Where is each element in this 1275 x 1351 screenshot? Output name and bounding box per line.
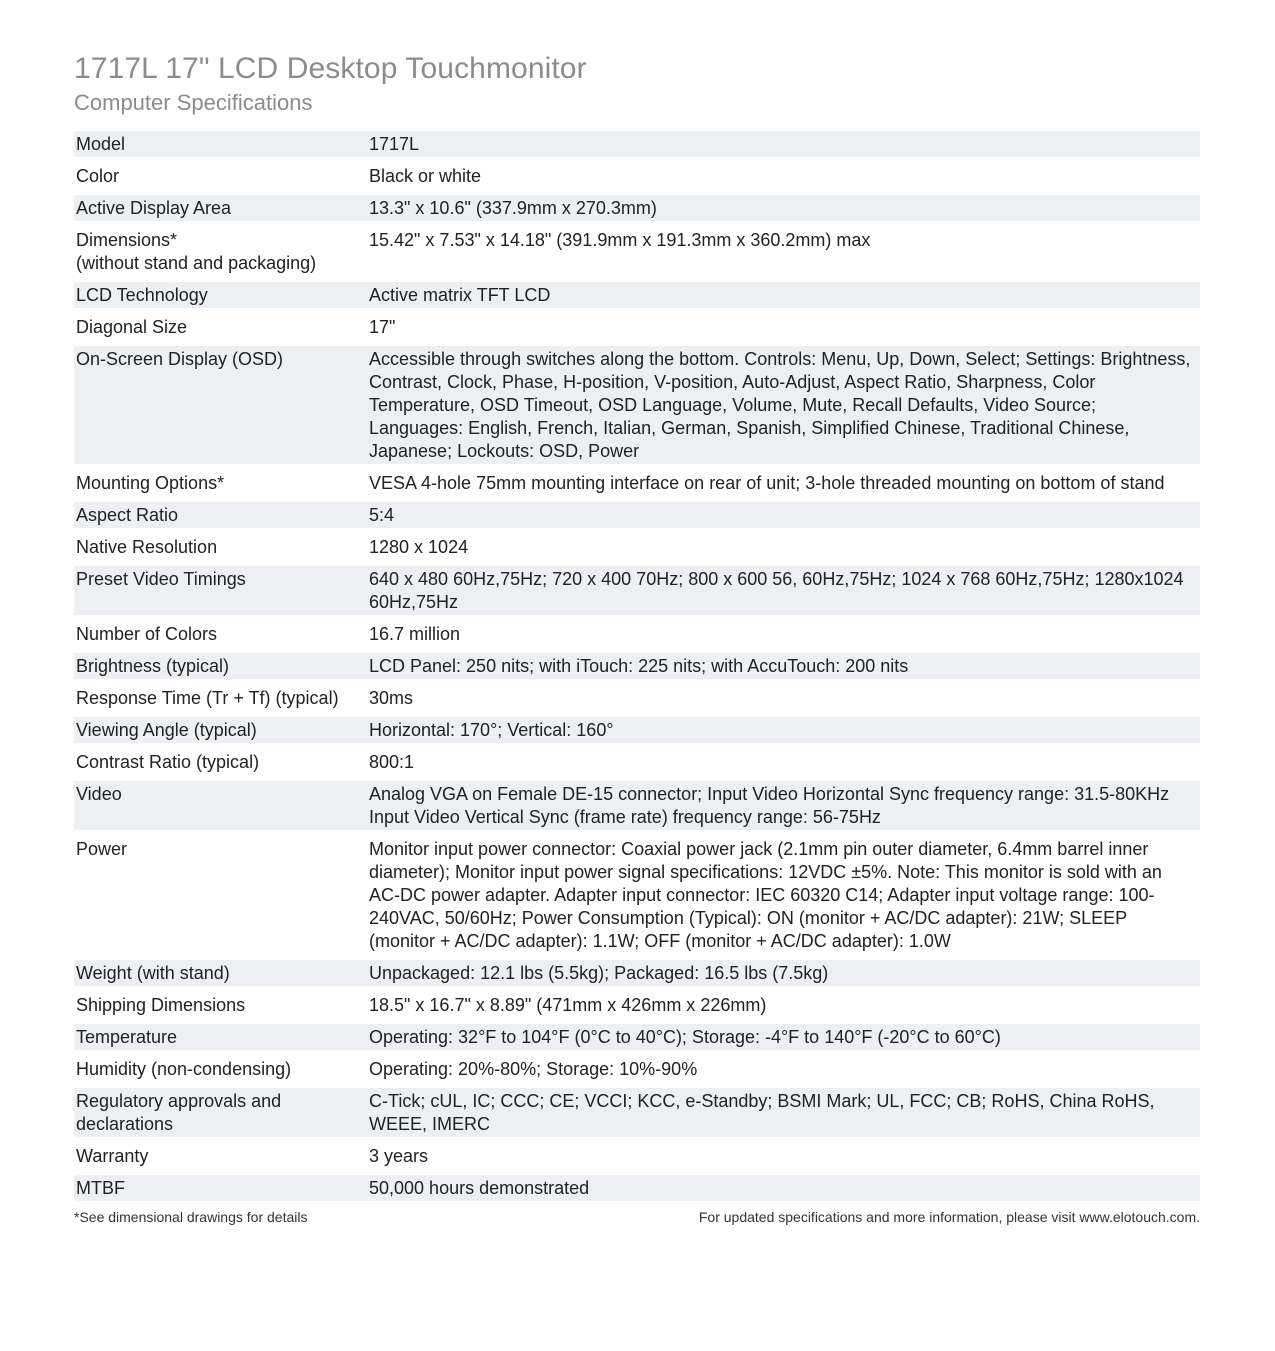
spec-row	[74, 157, 1200, 189]
spec-row	[74, 276, 1200, 308]
spec-label-line: LCD Technology	[76, 285, 208, 305]
page-title: 1717L 17" LCD Desktop Touchmonitor	[74, 52, 587, 85]
spec-row	[74, 464, 1200, 496]
spec-value: Black or white	[367, 157, 1200, 189]
spec-row	[74, 647, 1200, 679]
spec-label	[74, 954, 367, 986]
spec-value: Horizontal: 170°; Vertical: 160°	[367, 711, 1200, 743]
spec-label-line: Warranty	[76, 1146, 149, 1166]
spec-label-line: Color	[76, 166, 120, 186]
spec-label	[74, 775, 367, 830]
spec-value: 30ms	[367, 679, 1200, 711]
footer-note: *See dimensional drawings for details	[74, 1209, 308, 1225]
spec-label	[74, 496, 367, 528]
spec-label-line: Contrast Ratio (typical)	[76, 752, 260, 772]
spec-label-line: declarations	[76, 1114, 174, 1134]
spec-label	[74, 189, 367, 221]
spec-row	[74, 1082, 1200, 1137]
spec-value: Active matrix TFT LCD	[367, 276, 1200, 308]
spec-value: Operating: 32°F to 104°F (0°C to 40°C); Storage: -4°F to 140°F (-20°C to 60°C)	[367, 1018, 1200, 1050]
spec-row	[74, 1050, 1200, 1082]
spec-label	[74, 615, 367, 647]
spec-label-line: Native Resolution	[76, 537, 218, 557]
spec-value: 16.7 million	[367, 615, 1200, 647]
spec-row	[74, 986, 1200, 1018]
spec-value: 1717L	[367, 131, 1200, 157]
spec-row	[74, 775, 1200, 830]
spec-value: Unpackaged: 12.1 lbs (5.5kg); Packaged: 16.5 lbs (7.5kg)	[367, 954, 1200, 986]
spec-row	[74, 1169, 1200, 1201]
spec-row	[74, 615, 1200, 647]
spec-sheet	[74, 0, 1200, 1229]
spec-label	[74, 711, 367, 743]
spec-label	[74, 340, 367, 464]
spec-label	[74, 131, 367, 157]
spec-row	[74, 830, 1200, 954]
spec-label	[74, 308, 367, 340]
spec-row	[74, 743, 1200, 775]
spec-value: 5:4	[367, 496, 1200, 528]
spec-row	[74, 1018, 1200, 1050]
spec-row	[74, 679, 1200, 711]
spec-label	[74, 743, 367, 775]
spec-label	[74, 647, 367, 679]
spec-label	[74, 560, 367, 615]
spec-label-line: Temperature	[76, 1027, 178, 1047]
spec-label-line: Dimensions*	[76, 230, 178, 250]
spec-table	[74, 131, 1200, 1201]
spec-label-line: Shipping Dimensions	[76, 995, 246, 1015]
spec-row	[74, 1137, 1200, 1169]
spec-row	[74, 189, 1200, 221]
spec-label	[74, 157, 367, 189]
page-subtitle: Computer Specifications	[74, 90, 313, 115]
spec-row	[74, 308, 1200, 340]
spec-label-line: Preset Video Timings	[76, 569, 246, 589]
spec-value: 18.5" x 16.7" x 8.89" (471mm x 426mm x 226mm)	[367, 986, 1200, 1018]
spec-label	[74, 830, 367, 954]
spec-label-line: Brightness (typical)	[76, 656, 230, 676]
spec-label	[74, 1137, 367, 1169]
spec-label-line: Viewing Angle (typical)	[76, 720, 257, 740]
spec-value: 3 years	[367, 1137, 1200, 1169]
spec-label	[74, 986, 367, 1018]
spec-row	[74, 528, 1200, 560]
footer	[74, 1209, 1200, 1229]
spec-row	[74, 711, 1200, 743]
spec-label	[74, 1050, 367, 1082]
spec-label-line: Power	[76, 839, 128, 859]
spec-label-line: On-Screen Display (OSD)	[76, 349, 284, 369]
spec-label-line: Number of Colors	[76, 624, 218, 644]
spec-value: Accessible through switches along the bottom. Controls: Menu, Up, Down, Select; Settings: Brightness, Contrast, Clock, Phase, H-position, V-position, Auto-Adjust, Aspect Ratio, Sharpness, Color Temperature, OSD Timeout, OSD Language, Volume, Mute, Recall Defaults, Video Source; Languages: English, French, Italian, German, Spanish, Simplified Chinese, Traditional Chinese, Japanese; Lockouts: OSD, Power	[367, 340, 1200, 464]
spec-label-line: Response Time (Tr + Tf) (typical)	[76, 688, 339, 708]
spec-row	[74, 340, 1200, 464]
spec-label	[74, 276, 367, 308]
spec-value: 50,000 hours demonstrated	[367, 1169, 1200, 1201]
spec-label	[74, 1082, 367, 1137]
spec-value: 13.3" x 10.6" (337.9mm x 270.3mm)	[367, 189, 1200, 221]
spec-row	[74, 954, 1200, 986]
spec-label	[74, 679, 367, 711]
spec-value: LCD Panel: 250 nits; with iTouch: 225 nits; with AccuTouch: 200 nits	[367, 647, 1200, 679]
spec-label	[74, 1018, 367, 1050]
spec-label	[74, 221, 367, 276]
spec-row	[74, 560, 1200, 615]
spec-label-line: Model	[76, 134, 126, 154]
spec-value: Monitor input power connector: Coaxial power jack (2.1mm pin outer diameter, 6.4mm barrel inner diameter); Monitor input power signal specifications: 12VDC ±5%. Note: This monitor is sold with an AC-DC power adapter. Adapter input connector: IEC 60320 C14; Adapter input voltage range: 100-240VAC, 50/60Hz; Power Consumption (Typical): ON (monitor + AC/DC adapter): 21W; SLEEP (monitor + AC/DC adapter): 1.1W; OFF (monitor + AC/DC adapter): 1.0W	[367, 830, 1200, 954]
spec-value: Analog VGA on Female DE-15 connector; Input Video Horizontal Sync frequency range: 31.5-80KHz Input Video Vertical Sync (frame rate) frequency range: 56-75Hz	[367, 775, 1200, 830]
spec-label-line: Diagonal Size	[76, 317, 188, 337]
spec-label-line: Video	[76, 784, 122, 804]
spec-label-line: Weight (with stand)	[76, 963, 230, 983]
spec-value: 17"	[367, 308, 1200, 340]
spec-label	[74, 464, 367, 496]
spec-value: 640 x 480 60Hz,75Hz; 720 x 400 70Hz; 800 x 600 56, 60Hz,75Hz; 1024 x 768 60Hz,75Hz; 1280x1024 60Hz,75Hz	[367, 560, 1200, 615]
spec-label	[74, 528, 367, 560]
spec-label-line: Aspect Ratio	[76, 505, 179, 525]
spec-value: C-Tick; cUL, IC; CCC; CE; VCCI; KCC, e-Standby; BSMI Mark; UL, FCC; CB; RoHS, China RoHS, WEEE, IMERC	[367, 1082, 1200, 1137]
spec-label-line: Regulatory approvals and	[76, 1091, 282, 1111]
spec-value: Operating: 20%-80%; Storage: 10%-90%	[367, 1050, 1200, 1082]
spec-value: 1280 x 1024	[367, 528, 1200, 560]
spec-label	[74, 1169, 367, 1201]
spec-row	[74, 221, 1200, 276]
spec-row	[74, 131, 1200, 157]
spec-label-line: (without stand and packaging)	[76, 253, 317, 273]
spec-value: 15.42" x 7.53" x 14.18" (391.9mm x 191.3mm x 360.2mm) max	[367, 221, 1200, 276]
spec-label-line: Mounting Options*	[76, 473, 225, 493]
spec-label-line: MTBF	[76, 1178, 125, 1198]
spec-label-line: Active Display Area	[76, 198, 232, 218]
spec-value: VESA 4-hole 75mm mounting interface on rear of unit; 3-hole threaded mounting on bottom of stand	[367, 464, 1200, 496]
spec-value: 800:1	[367, 743, 1200, 775]
footer-more-info: For updated specifications and more information, please visit www.elotouch.com.	[698, 1209, 1200, 1225]
spec-row	[74, 496, 1200, 528]
spec-table-body	[74, 131, 1200, 1201]
spec-label-line: Humidity (non-condensing)	[76, 1059, 292, 1079]
